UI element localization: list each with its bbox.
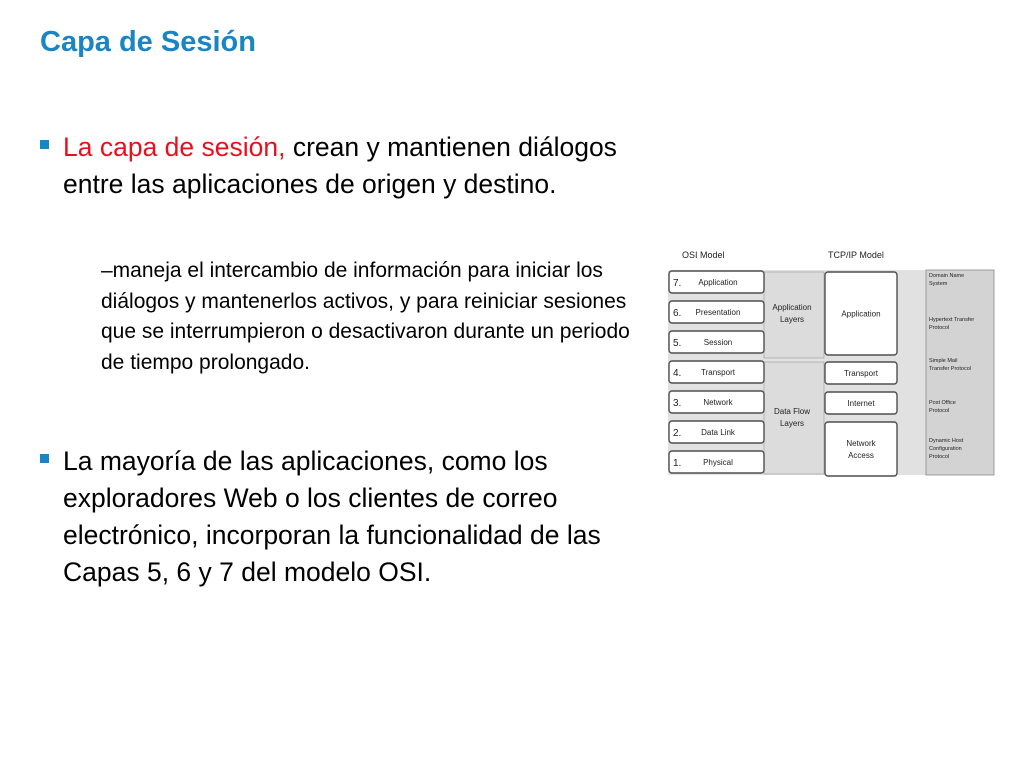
osi-layer-name: Physical: [703, 458, 733, 467]
bullet-applications: [40, 443, 650, 591]
tcpip-header: TCP/IP Model: [828, 250, 884, 260]
bullet-square-icon: [40, 140, 49, 149]
tcpip-layer-name: Application: [841, 309, 881, 319]
tcpip-layer-box: [825, 422, 897, 476]
osi-layer-name: Transport: [701, 368, 735, 377]
osi-layer-name: Network: [703, 398, 733, 407]
protocol-label: Transfer Protocol: [929, 365, 971, 372]
protocol-label: Simple Mail: [929, 357, 958, 364]
osi-layer-number: 5.: [673, 338, 682, 349]
protocol-label: Protocol: [929, 407, 950, 414]
slide-title: Capa de Sesión: [40, 26, 256, 58]
group-label: Data Flow: [773, 406, 811, 416]
tcpip-layer-name: Access: [848, 450, 874, 460]
protocol-label: Domain Name: [929, 272, 965, 279]
tcpip-layer-name: Transport: [844, 368, 878, 378]
group-label: Layers: [779, 418, 805, 428]
protocol-label: Post Office: [929, 399, 956, 406]
osi-layer-name: Data Link: [701, 428, 735, 437]
protocol-label: Hypertext Transfer: [929, 316, 975, 323]
protocol-label: System: [929, 280, 948, 287]
osi-layer-number: 4.: [673, 368, 682, 379]
osi-layer-name: Session: [703, 338, 733, 347]
protocol-label: Dynamic Host: [929, 437, 964, 444]
protocol-panel: [926, 270, 994, 475]
osi-header: OSI Model: [682, 250, 725, 260]
protocol-label: Protocol: [929, 324, 950, 331]
protocol-label: Protocol: [929, 453, 950, 460]
group-label: Layers: [779, 314, 805, 324]
highlight-text: La capa de sesión,: [63, 132, 286, 162]
osi-layer-number: 2.: [673, 428, 682, 439]
osi-layer-name: Presentation: [695, 308, 741, 317]
osi-layer-number: 3.: [673, 398, 682, 409]
osi-layer-number: 1.: [673, 458, 682, 469]
bullet-rest-text: crean y mantienen diálogos entre las aplicaciones de origen y destino.: [63, 132, 617, 199]
osi-layer-number: 6.: [673, 308, 682, 319]
osi-layer-number: 7.: [673, 278, 682, 289]
group-label: Application: [772, 302, 812, 312]
bullet-session-layer: [40, 129, 650, 203]
osi-tcpip-diagram: [666, 246, 998, 482]
bullet-text: [63, 129, 650, 203]
tcpip-layer-name: Network: [846, 438, 876, 448]
bullet-square-icon: [40, 454, 49, 463]
osi-layer-name: Application: [698, 278, 738, 287]
protocol-label: Configuration: [929, 445, 962, 452]
tcpip-layer-name: Internet: [847, 398, 875, 408]
bullet-text: La mayoría de las aplicaciones, como los exploradores Web o los clientes de correo electrónico, incorporan la funcionalidad de las Capas 5, 6 y 7 del modelo OSI.: [63, 446, 601, 587]
sub-bullet: –maneja el intercambio de información para iniciar los diálogos y mantenerlos activos, y para reiniciar sesiones que se interrumpieron o desactivaron durante un periodo de tiempo prolongado.: [101, 259, 630, 374]
